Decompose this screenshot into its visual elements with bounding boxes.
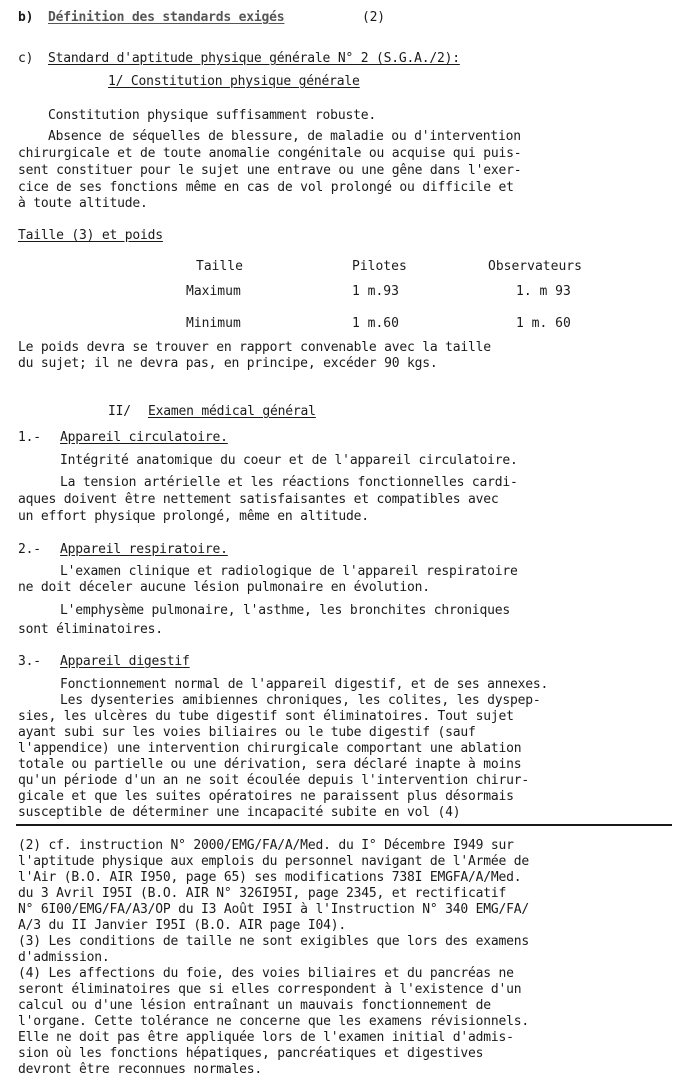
item-3-paragraph-2-line: totale ou partielle ou une dérivation, sera déclaré inapte à moins <box>18 757 522 772</box>
height-weight-heading: Taille (3) et poids <box>18 228 163 243</box>
part1-paragraph-2-line: chirurgicale et de toute anomalie congénitale ou acquise qui puis- <box>18 146 522 161</box>
section-b-letter: b) <box>18 10 34 25</box>
item-1-paragraph-2-line: La tension artérielle et les réactions fonctionnelles cardi- <box>60 475 518 490</box>
table-cell: 1. m 93 <box>516 284 571 299</box>
item-1-paragraph-2-line: un effort physique prolongé, même en altitude. <box>18 509 369 524</box>
footnote-2-line: l'aptitude physique aux emplois du personnel navigant de l'Armée de <box>18 854 529 869</box>
part1-heading: 1/ Constitution physique générale <box>108 74 360 89</box>
part1-paragraph-2-line: à toute altitude. <box>18 196 148 211</box>
table-header-taille: Taille <box>196 259 243 274</box>
section-c-title: Standard d'aptitude physique générale N° 2 (S.G.A./2): <box>48 51 460 66</box>
footnote-4-line: calcul ou d'une lésion entraînant un mauvais fonctionnement de <box>18 998 491 1013</box>
weight-text-line: Le poids devra se trouver en rapport convenable avec la taille <box>18 340 491 355</box>
table-header-observateurs: Observateurs <box>488 259 582 274</box>
section-b-note-ref: (2) <box>362 10 385 25</box>
item-2-paragraph-2-line: sont éliminatoires. <box>18 622 163 637</box>
item-2-paragraph-1-line: ne doit déceler aucune lésion pulmonaire en évolution. <box>18 580 430 595</box>
item-2-title: Appareil respiratoire. <box>60 542 228 557</box>
part2-heading: Examen médical général <box>148 404 316 419</box>
table-header-pilotes: Pilotes <box>352 259 407 274</box>
table-cell: 1 m.60 <box>352 316 399 331</box>
item-1-title: Appareil circulatoire. <box>60 430 228 445</box>
section-c-letter: c) <box>18 51 34 66</box>
footnote-2-line: du 3 Avril I95I (B.O. AIR N° 326I95I, page 2345, et rectificatif <box>18 886 507 901</box>
item-3-paragraph-1: Fonctionnement normal de l'appareil digestif, et de ses annexes. <box>60 677 549 692</box>
item-3-paragraph-2-line: susceptible de déterminer une incapacité subite en vol (4) <box>18 805 461 820</box>
item-1-num: 1.- <box>18 430 41 445</box>
item-3-title: Appareil digestif <box>60 654 190 669</box>
item-3-paragraph-2-line: ayant subi sur les voies biliaires ou le tube digestif (sauf <box>18 725 476 740</box>
item-2-paragraph-1-line: L'examen clinique et radiologique de l'appareil respiratoire <box>60 564 518 579</box>
table-cell: Minimum <box>186 316 241 331</box>
footnote-separator <box>16 824 672 826</box>
table-cell: 1 m.93 <box>352 284 399 299</box>
footnote-2-line: l'Air (B.O. AIR I950, page 65) ses modifications 738I EMGFA/A/Med. <box>18 870 522 885</box>
footnote-4-line: sion où les fonctions hépatiques, pancréatiques et digestives <box>18 1046 484 1061</box>
part1-paragraph-2-line: cice de ses fonctions même en cas de vol prolongé ou difficile et <box>18 180 514 195</box>
part1-paragraph-1: Constitution physique suffisamment robuste. <box>48 108 376 123</box>
footnote-3-line: d'admission. <box>18 950 110 965</box>
footnote-2-line: A/3 du II Janvier I95I (B.O. AIR page I04). <box>18 918 346 933</box>
item-2-paragraph-2-line: L'emphysème pulmonaire, l'asthme, les bronchites chroniques <box>60 603 510 618</box>
item-3-num: 3.- <box>18 654 41 669</box>
part2-heading-num: II/ <box>108 404 131 419</box>
footnote-4-line: devront être reconnues normales. <box>18 1062 263 1077</box>
footnote-3-line: (3) Les conditions de taille ne sont exigibles que lors des examens <box>18 934 529 949</box>
item-3-paragraph-2-line: gicale et que les suites opératoires ne paraissent plus désormais <box>18 789 514 804</box>
item-2-num: 2.- <box>18 542 41 557</box>
item-3-paragraph-2-line: Les dysenteries amibiennes chroniques, les colites, les dyspep- <box>60 693 541 708</box>
footnote-2-line: N° 6I00/EMG/FA/A3/OP du I3 Août I95I à l'Instruction N° 340 EMG/FA/ <box>18 902 529 917</box>
table-cell: 1 m. 60 <box>516 316 571 331</box>
part1-paragraph-2-line: Absence de séquelles de blessure, de maladie ou d'intervention <box>48 129 521 144</box>
section-b-title: Définition des standards exigés <box>48 10 285 25</box>
footnote-4-line: (4) Les affections du foie, des voies biliaires et du pancréas ne <box>18 966 514 981</box>
item-3-paragraph-2-line: sies, les ulcères du tube digestif sont éliminatoires. Tout sujet <box>18 709 514 724</box>
item-3-paragraph-2-line: l'appendice) une intervention chirurgicale comportant une ablation <box>18 741 522 756</box>
table-cell: Maximum <box>186 284 241 299</box>
item-1-paragraph-2-line: aques doivent être nettement satisfaisantes et compatibles avec <box>18 492 499 507</box>
item-1-paragraph-1: Intégrité anatomique du coeur et de l'appareil circulatoire. <box>60 453 518 468</box>
footnote-4-line: Elle ne doit pas être appliquée lors de l'examen initial d'admis- <box>18 1030 514 1045</box>
footnote-4-line: l'organe. Cette tolérance ne concerne que les examens révisionnels. <box>18 1014 529 1029</box>
weight-text-line: du sujet; il ne devra pas, en principe, excéder 90 kgs. <box>18 356 438 371</box>
part1-paragraph-2-line: sent constituer pour le sujet une entrave ou une gêne dans l'exer- <box>18 163 522 178</box>
footnote-2-line: (2) cf. instruction N° 2000/EMG/FA/A/Med. du I° Décembre I949 sur <box>18 838 514 853</box>
footnote-4-line: seront éliminatoires que si elles correspondent à l'existence d'un <box>18 982 522 997</box>
item-3-paragraph-2-line: qu'un période d'un an ne soit écoulée depuis l'intervention chirur- <box>18 773 529 788</box>
